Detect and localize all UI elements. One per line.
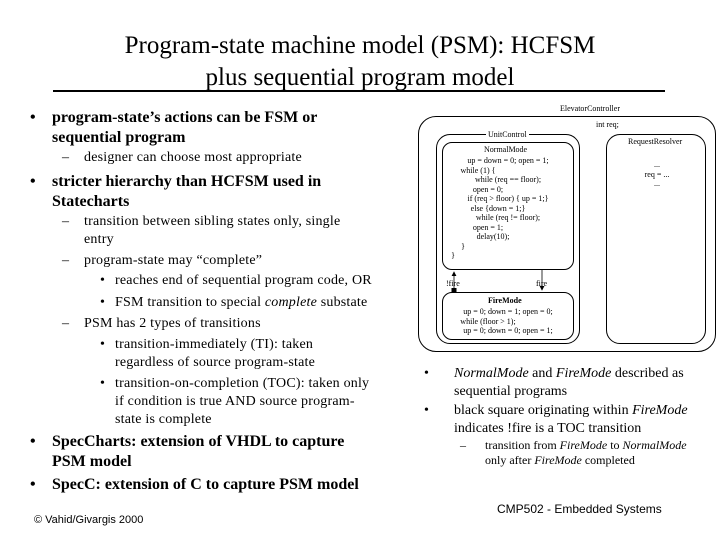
- fire-mode-label: FireMode: [488, 296, 522, 305]
- code-line: while (req == floor);: [474, 175, 542, 184]
- bullet-4: SpecC: extension of C to capture PSM model: [52, 476, 359, 493]
- code-line: while (req != floor);: [475, 213, 541, 222]
- bullet-2-sub-3-a: [115, 336, 315, 372]
- bullet-2-sub-3-a-line-1: transition-immediately (TI): taken: [115, 337, 314, 352]
- bullet-2-sub-3: PSM has 2 types of transitions: [84, 316, 261, 331]
- bullet-1-line-2: sequential program: [52, 129, 186, 146]
- code-line: up = 0; down = 0; open = 1;: [463, 326, 553, 335]
- dash-marker: –: [62, 150, 70, 165]
- dash-marker: –: [62, 316, 70, 331]
- text-run: only after: [485, 453, 535, 467]
- bullet-3-line-2: PSM model: [52, 453, 132, 470]
- fire-label: fire: [536, 279, 548, 288]
- text-run: completed: [581, 453, 635, 467]
- note-2-line-1: [454, 402, 716, 420]
- unit-control-label: UnitControl: [488, 130, 527, 139]
- note-2-sub-line-2: [485, 453, 715, 468]
- title-underline: [53, 90, 665, 92]
- code-line: up = 0; down = 1; open = 0;: [463, 307, 553, 316]
- normal-mode-label: NormalMode: [484, 145, 528, 154]
- text-run: to: [607, 438, 623, 452]
- code-line: up = down = 0; open = 1;: [467, 156, 549, 165]
- code-line: if (req > floor) { up = 1;}: [467, 194, 549, 203]
- code-line: }: [461, 241, 465, 251]
- int-req-label: int req;: [596, 120, 619, 129]
- text-run: black square originating within: [454, 403, 633, 418]
- text-run: described as: [611, 366, 684, 381]
- bullet-marker: •: [424, 403, 429, 418]
- text-run: substate: [317, 295, 368, 310]
- note-1-line-2: sequential programs: [454, 384, 568, 399]
- emphasis-firemode: FireMode: [534, 453, 582, 467]
- emphasis-complete: complete: [264, 295, 318, 310]
- bullet-2-sub-2: program-state may “complete”: [84, 253, 263, 268]
- code-line: req = ...: [644, 169, 670, 179]
- emphasis-firemode: FireMode: [559, 438, 608, 452]
- bullet-marker: •: [100, 337, 106, 352]
- emphasis-normalmode: NormalMode: [622, 438, 687, 452]
- code-line: else {down = 1;}: [470, 203, 526, 213]
- note-2-sub: [485, 438, 715, 468]
- bullet-2-line-1: stricter hierarchy than HCFSM used in: [52, 173, 322, 190]
- note-2: [454, 402, 716, 438]
- bullet-1-line-1: program-state’s actions can be FSM or: [52, 109, 318, 126]
- code-line: delay(10);: [476, 232, 510, 241]
- bullet-marker: •: [100, 376, 106, 391]
- bullet-2-sub-1-line-2: entry: [84, 232, 114, 247]
- bullet-2-sub-3-b-line-1: transition-on-completion (TOC): taken only: [115, 376, 370, 391]
- code-line: open = 0;: [472, 184, 504, 194]
- text-run: and: [528, 366, 556, 381]
- bullet-2-line-2: Statecharts: [52, 193, 130, 210]
- bullet-marker: •: [30, 173, 36, 190]
- note-1-line-1: [454, 365, 716, 383]
- emphasis-normalmode: NormalMode: [454, 366, 529, 381]
- bullet-2-sub-3-b-line-3: state is complete: [115, 412, 212, 427]
- footer-course: CMP502 - Embedded Systems: [497, 502, 662, 516]
- fire-mode-code: [443, 307, 573, 336]
- bullet-2-sub-3-b-line-2: if condition is true AND source program-: [115, 394, 355, 409]
- title-line-1: Program-state machine model (PSM): HCFSM: [124, 32, 596, 59]
- normal-mode-code: [443, 156, 573, 261]
- note-1: [454, 365, 716, 401]
- bullet-marker: •: [30, 109, 36, 126]
- bullet-2-sub-2-b: [115, 294, 367, 312]
- bullet-marker: •: [30, 476, 36, 493]
- bullet-1-sub-1: designer can choose most appropriate: [84, 150, 302, 165]
- bullet-2-sub-2-a: reaches end of sequential program code, OR: [115, 273, 372, 288]
- code-line: while (1) {: [460, 165, 496, 175]
- emphasis-firemode: FireMode: [555, 366, 612, 381]
- note-2-sub-line-1: [485, 438, 715, 453]
- bullet-marker: •: [30, 433, 36, 450]
- text-run: transition from: [485, 438, 560, 452]
- request-resolver-code: [632, 160, 682, 189]
- page-title: [0, 30, 720, 94]
- not-fire-label: !fire: [446, 279, 460, 288]
- code-line: ...: [654, 179, 660, 188]
- bullet-3: [52, 432, 344, 472]
- code-line: open = 1;: [472, 222, 504, 232]
- bullet-3-line-1: SpecCharts: extension of VHDL to capture: [52, 433, 345, 450]
- request-resolver-label: RequestResolver: [628, 137, 683, 146]
- elevator-controller-label: ElevatorController: [560, 104, 620, 113]
- bullet-2-sub-3-b: [115, 375, 369, 429]
- toc-black-square: [452, 288, 457, 293]
- bullet-marker: •: [100, 273, 106, 288]
- bullet-2-sub-3-a-line-2: regardless of source program-state: [115, 355, 315, 370]
- code-line: }: [451, 251, 455, 260]
- title-line-2: plus sequential program model: [205, 64, 515, 91]
- text-run: FSM transition to special: [115, 295, 265, 310]
- dash-marker: –: [62, 214, 70, 229]
- dash-marker: –: [62, 253, 70, 268]
- note-2-line-2: indicates !fire is a TOC transition: [454, 421, 642, 436]
- code-line: while (floor > 1);: [460, 316, 516, 326]
- bullet-2-sub-1-line-1: transition between sibling states only, single: [84, 214, 341, 229]
- bullet-marker: •: [100, 295, 106, 310]
- bullet-marker: •: [424, 366, 429, 381]
- bullet-1: [52, 108, 317, 148]
- bullet-2-sub-1: [84, 213, 340, 249]
- bullet-2: [52, 172, 321, 212]
- footer-copyright: © Vahid/Givargis 2000: [34, 514, 144, 526]
- dash-marker: –: [460, 438, 466, 452]
- code-line: ...: [654, 160, 660, 169]
- emphasis-firemode: FireMode: [632, 403, 688, 418]
